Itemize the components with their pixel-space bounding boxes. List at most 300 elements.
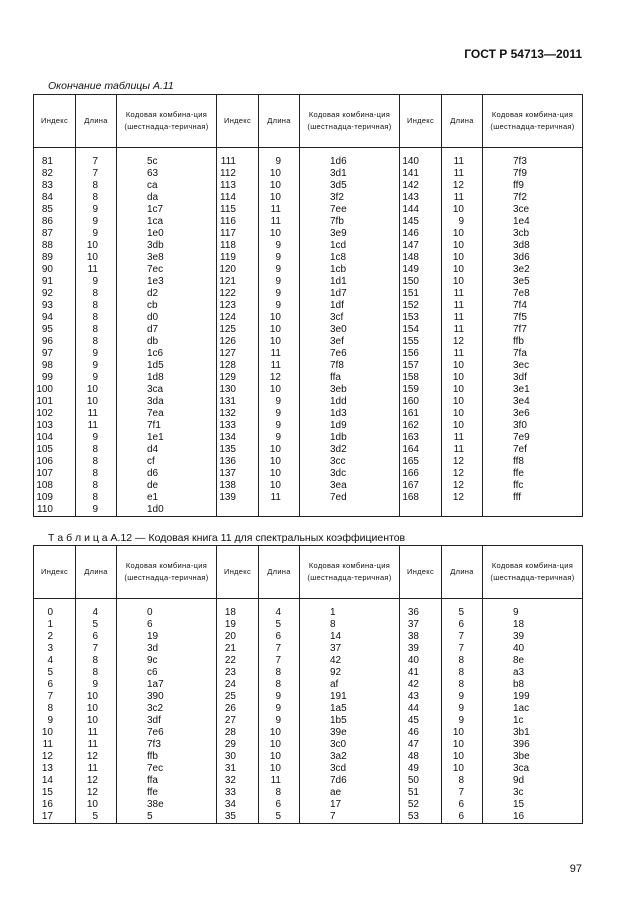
code-cell: d0 (147, 312, 159, 323)
code-cell: fff (513, 492, 521, 503)
code-cell: 7f9 (513, 168, 527, 179)
length-cell: 8 (92, 192, 98, 203)
index-cell: 92 (41, 288, 53, 299)
index-cell: 43 (407, 691, 419, 702)
length-cell: 8 (458, 655, 464, 666)
length-cell: 9 (275, 240, 281, 251)
index-cell: 14 (41, 775, 53, 786)
length-cell: 11 (270, 348, 281, 359)
table-header-row (34, 546, 583, 599)
length-cell: 9 (275, 691, 281, 702)
code-cell: 7f7 (513, 324, 527, 335)
length-cell: 12 (86, 751, 98, 762)
code-cell: 3ec (513, 360, 530, 371)
length-cell: 5 (92, 619, 98, 630)
code-cell: 1d5 (147, 360, 164, 371)
length-cell: 9 (275, 264, 281, 275)
index-cell: 114 (220, 192, 236, 203)
length-cell: 9 (275, 396, 281, 407)
index-cell: 132 (219, 408, 236, 419)
code-cell: 7f4 (513, 300, 527, 311)
index-cell: 145 (402, 216, 419, 227)
length-cell: 9 (458, 715, 464, 726)
code-cell: 3d8 (513, 240, 530, 251)
length-cell: 10 (269, 180, 281, 191)
code-cell: 1a7 (147, 679, 164, 690)
code-cell: 3d (147, 643, 159, 654)
length-cell: 8 (458, 775, 464, 786)
length-cell: 6 (458, 619, 464, 630)
index-cell: 39 (407, 643, 419, 654)
index-cell: 2 (47, 631, 53, 642)
column-index (400, 599, 442, 824)
column-code (483, 599, 583, 824)
code-cell: 7ec (147, 264, 164, 275)
index-cell: 23 (224, 667, 236, 678)
index-cell: 146 (402, 228, 419, 239)
length-cell: 8 (92, 288, 98, 299)
code-cell: 6 (147, 619, 153, 630)
code-cell: 7ea (147, 408, 164, 419)
index-cell: 1 (47, 619, 53, 630)
code-cell: 1d7 (330, 288, 347, 299)
index-cell: 95 (41, 324, 53, 335)
index-cell: 160 (402, 396, 419, 407)
index-cell: 22 (224, 655, 236, 666)
page-number: 97 (569, 863, 582, 875)
code-cell: 3f2 (330, 192, 344, 203)
index-cell: 113 (220, 180, 236, 191)
length-cell: 8 (92, 300, 98, 311)
length-cell: 10 (86, 396, 98, 407)
index-cell: 142 (402, 180, 419, 191)
index-cell: 161 (402, 408, 419, 419)
code-cell: 1d0 (147, 504, 164, 515)
code-cell: ffb (147, 751, 158, 762)
code-cell: ff8 (513, 456, 524, 467)
code-cell: 1d3 (330, 408, 347, 419)
length-cell: 10 (269, 228, 281, 239)
length-cell: 9 (275, 715, 281, 726)
length-cell: 6 (458, 811, 464, 822)
code-cell: 9d (513, 775, 525, 786)
length-cell: 10 (452, 420, 464, 431)
length-cell: 10 (269, 739, 281, 750)
table-header-row (34, 95, 583, 148)
code-cell: 3df (513, 372, 527, 383)
header-length: Длина (76, 95, 117, 148)
code-cell: 1c7 (147, 204, 164, 215)
header-index: Индекс (217, 95, 259, 148)
length-cell: 6 (458, 799, 464, 810)
index-cell: 140 (402, 156, 419, 167)
code-cell: 7d6 (330, 775, 347, 786)
index-cell: 110 (37, 504, 53, 515)
code-cell: 37 (330, 643, 342, 654)
code-cell: 390 (147, 691, 164, 702)
index-cell: 152 (402, 300, 419, 311)
index-cell: 155 (402, 336, 419, 347)
code-cell: 3d5 (330, 180, 347, 191)
length-cell: 11 (270, 775, 281, 786)
code-cell: 7fb (330, 216, 344, 227)
length-cell: 12 (452, 468, 464, 479)
index-cell: 120 (219, 264, 236, 275)
index-cell: 135 (219, 444, 236, 455)
index-cell: 50 (407, 775, 419, 786)
code-cell: 8e (513, 655, 525, 666)
length-cell: 9 (92, 348, 98, 359)
index-cell: 6 (47, 679, 53, 690)
code-cell: 1e1 (147, 432, 164, 443)
index-cell: 148 (402, 252, 419, 263)
code-cell: d4 (147, 444, 159, 455)
index-cell: 24 (224, 679, 236, 690)
index-cell: 151 (402, 288, 419, 299)
header-length: Длина (259, 546, 300, 599)
index-cell: 154 (402, 324, 419, 335)
code-cell: 16 (513, 811, 525, 822)
index-cell: 141 (402, 168, 419, 179)
header-code: Кодовая комбина-ция (шестнадца-теричная) (117, 95, 217, 148)
code-cell: ffc (513, 480, 524, 491)
code-cell: ffa (147, 775, 158, 786)
length-cell: 10 (452, 204, 464, 215)
code-cell: 3df (147, 715, 161, 726)
index-cell: 13 (41, 763, 53, 774)
code-cell: 7f3 (147, 739, 161, 750)
index-cell: 157 (402, 360, 419, 371)
length-cell: 11 (453, 312, 464, 323)
length-cell: 6 (275, 631, 281, 642)
code-cell: ffe (147, 787, 158, 798)
index-cell: 10 (41, 727, 53, 738)
length-cell: 9 (92, 216, 98, 227)
index-cell: 41 (407, 667, 419, 678)
code-cell: d7 (147, 324, 159, 335)
length-cell: 10 (269, 312, 281, 323)
index-cell: 12 (41, 751, 53, 762)
index-cell: 51 (407, 787, 419, 798)
code-cell: ffe (513, 468, 524, 479)
index-cell: 7 (47, 691, 53, 702)
code-cell: 1e0 (147, 228, 164, 239)
code-cell: a3 (513, 667, 525, 678)
length-cell: 12 (452, 336, 464, 347)
length-cell: 11 (87, 408, 98, 419)
header-index: Индекс (400, 546, 442, 599)
code-cell: 3e9 (330, 228, 347, 239)
code-cell: 7e6 (330, 348, 347, 359)
code-cell: 1c (513, 715, 524, 726)
code-cell: de (147, 480, 159, 491)
header-index: Индекс (34, 546, 76, 599)
index-cell: 40 (407, 655, 419, 666)
length-cell: 9 (275, 420, 281, 431)
index-cell: 4 (47, 655, 53, 666)
index-cell: 150 (402, 276, 419, 287)
index-cell: 164 (402, 444, 419, 455)
index-cell: 131 (219, 396, 236, 407)
index-cell: 3 (47, 643, 53, 654)
index-cell: 42 (407, 679, 419, 690)
length-cell: 9 (275, 156, 281, 167)
code-cell: 3e6 (513, 408, 530, 419)
index-cell: 126 (219, 336, 236, 347)
index-cell: 106 (36, 456, 53, 467)
code-cell: ff9 (513, 180, 524, 191)
length-cell: 9 (275, 288, 281, 299)
index-cell: 147 (402, 240, 419, 251)
length-cell: 10 (452, 396, 464, 407)
length-cell: 10 (269, 168, 281, 179)
index-cell: 0 (47, 607, 53, 618)
code-cell: b8 (513, 679, 525, 690)
length-cell: 11 (87, 264, 98, 275)
index-cell: 47 (407, 739, 419, 750)
code-cell: 5 (147, 811, 153, 822)
length-cell: 10 (86, 703, 98, 714)
index-cell: 134 (219, 432, 236, 443)
code-cell: 7f2 (513, 192, 527, 203)
code-cell: 191 (330, 691, 347, 702)
column-length (259, 599, 300, 824)
index-cell: 94 (41, 312, 53, 323)
index-cell: 91 (41, 276, 53, 287)
index-cell: 5 (47, 667, 53, 678)
code-cell: 1d6 (330, 156, 347, 167)
code-cell: 92 (330, 667, 342, 678)
length-cell: 11 (87, 727, 98, 738)
length-cell: 10 (86, 691, 98, 702)
index-cell: 137 (219, 468, 236, 479)
code-cell: 3e2 (513, 264, 530, 275)
code-cell: 1c6 (147, 348, 164, 359)
column-length (442, 148, 483, 517)
index-cell: 115 (220, 204, 236, 215)
length-cell: 11 (270, 360, 281, 371)
header-code: Кодовая комбина-ция (шестнадца-теричная) (117, 546, 217, 599)
code-cell: 1b5 (330, 715, 347, 726)
column-index (217, 148, 259, 517)
index-cell: 143 (402, 192, 419, 203)
column-code (483, 148, 583, 517)
code-cell: 3e1 (513, 384, 530, 395)
length-cell: 10 (452, 751, 464, 762)
code-cell: 3ca (147, 384, 164, 395)
index-cell: 49 (407, 763, 419, 774)
index-cell: 48 (407, 751, 419, 762)
header-code: Кодовая комбина-ция (шестнадца-теричная) (300, 546, 400, 599)
length-cell: 10 (452, 384, 464, 395)
code-cell: da (147, 192, 159, 203)
index-cell: 97 (41, 348, 53, 359)
index-cell: 90 (41, 264, 53, 275)
code-cell: 3ea (330, 480, 347, 491)
code-cell: 3e8 (147, 252, 164, 263)
column-index (34, 599, 76, 824)
index-cell: 34 (224, 799, 236, 810)
code-cell: 17 (330, 799, 342, 810)
length-cell: 10 (86, 240, 98, 251)
length-cell: 11 (453, 444, 464, 455)
length-cell: 11 (453, 192, 464, 203)
index-cell: 119 (220, 252, 236, 263)
code-cell: 1e3 (147, 276, 164, 287)
index-cell: 166 (402, 468, 419, 479)
length-cell: 12 (452, 480, 464, 491)
length-cell: 10 (269, 456, 281, 467)
index-cell: 124 (219, 312, 236, 323)
code-cell: 5c (147, 156, 158, 167)
header-index: Индекс (34, 95, 76, 148)
header-index: Индекс (217, 546, 259, 599)
index-cell: 103 (36, 420, 53, 431)
code-cell: d2 (147, 288, 159, 299)
code-cell: 1cd (330, 240, 347, 251)
code-cell: 1a5 (330, 703, 347, 714)
code-cell: 1cb (330, 264, 347, 275)
code-cell: 3be (513, 751, 530, 762)
index-cell: 25 (224, 691, 236, 702)
header-length: Длина (442, 546, 483, 599)
index-cell: 133 (219, 420, 236, 431)
length-cell: 10 (452, 372, 464, 383)
code-cell: 3cf (330, 312, 344, 323)
index-cell: 87 (41, 228, 53, 239)
index-cell: 88 (41, 240, 53, 251)
index-cell: 109 (36, 492, 53, 503)
code-cell: 3c2 (147, 703, 164, 714)
code-cell: ffa (330, 372, 341, 383)
index-cell: 8 (47, 703, 53, 714)
index-cell: 36 (407, 607, 419, 618)
index-cell: 83 (41, 180, 53, 191)
index-cell: 89 (41, 252, 53, 263)
table-body-row (34, 599, 583, 824)
length-cell: 9 (92, 276, 98, 287)
code-cell: 3d1 (330, 168, 347, 179)
length-cell: 10 (86, 252, 98, 263)
code-cell: 1 (330, 607, 336, 618)
length-cell: 8 (92, 324, 98, 335)
index-cell: 128 (219, 360, 236, 371)
code-cell: ffb (513, 336, 524, 347)
length-cell: 8 (92, 336, 98, 347)
code-cell: 3e5 (513, 276, 530, 287)
length-cell: 8 (92, 468, 98, 479)
length-cell: 11 (87, 739, 98, 750)
column-index (34, 148, 76, 517)
code-cell: 1df (330, 300, 344, 311)
length-cell: 10 (452, 763, 464, 774)
index-cell: 33 (224, 787, 236, 798)
code-cell: 0 (147, 607, 153, 618)
length-cell: 7 (275, 655, 281, 666)
index-cell: 102 (36, 408, 53, 419)
length-cell: 8 (92, 480, 98, 491)
code-cell: 1dd (330, 396, 347, 407)
code-cell: 7e6 (147, 727, 164, 738)
header-code: Кодовая комбина-ция (шестнадца-теричная) (483, 95, 583, 148)
code-cell: 7f8 (330, 360, 344, 371)
index-cell: 17 (41, 811, 53, 822)
code-cell: 396 (513, 739, 530, 750)
index-cell: 30 (224, 751, 236, 762)
length-cell: 11 (270, 492, 281, 503)
code-cell: 7ee (330, 204, 347, 215)
code-cell: 3f0 (513, 420, 527, 431)
length-cell: 9 (275, 276, 281, 287)
code-cell: 3e0 (330, 324, 347, 335)
length-cell: 8 (458, 667, 464, 678)
index-cell: 167 (402, 480, 419, 491)
length-cell: 12 (452, 456, 464, 467)
index-cell: 52 (407, 799, 419, 810)
code-cell: 63 (147, 168, 159, 179)
length-cell: 10 (269, 727, 281, 738)
code-cell: 39 (513, 631, 525, 642)
code-cell: c6 (147, 667, 158, 678)
code-cell: 8 (330, 619, 336, 630)
code-cell: 3cc (330, 456, 346, 467)
code-cell: 7ed (330, 492, 347, 503)
length-cell: 5 (275, 619, 281, 630)
length-cell: 5 (92, 811, 98, 822)
code-cell: 1d9 (330, 420, 347, 431)
length-cell: 9 (92, 679, 98, 690)
length-cell: 7 (92, 168, 98, 179)
length-cell: 10 (269, 751, 281, 762)
index-cell: 168 (402, 492, 419, 503)
code-cell: 9c (147, 655, 158, 666)
column-length (442, 599, 483, 824)
index-cell: 149 (402, 264, 419, 275)
index-cell: 136 (219, 456, 236, 467)
length-cell: 9 (92, 204, 98, 215)
code-cell: 7 (330, 811, 336, 822)
length-cell: 8 (92, 655, 98, 666)
column-length (76, 599, 117, 824)
length-cell: 7 (92, 643, 98, 654)
length-cell: 11 (453, 288, 464, 299)
code-cell: 3cb (513, 228, 530, 239)
index-cell: 165 (402, 456, 419, 467)
code-cell: 7ef (513, 444, 527, 455)
index-cell: 85 (41, 204, 53, 215)
code-cell: 7e9 (513, 432, 530, 443)
column-code (300, 148, 400, 517)
index-cell: 26 (224, 703, 236, 714)
length-cell: 8 (92, 667, 98, 678)
code-cell: 7ec (147, 763, 164, 774)
code-cell: 1e4 (513, 216, 530, 227)
table-caption-a11: Окончание таблицы А.11 (48, 80, 174, 92)
length-cell: 10 (452, 264, 464, 275)
length-cell: 12 (269, 372, 281, 383)
index-cell: 122 (219, 288, 236, 299)
code-cell: cb (147, 300, 158, 311)
length-cell: 8 (92, 444, 98, 455)
code-cell: ca (147, 180, 158, 191)
length-cell: 11 (453, 348, 464, 359)
code-cell: 38e (147, 799, 164, 810)
length-cell: 7 (458, 643, 464, 654)
index-cell: 21 (224, 643, 236, 654)
length-cell: 9 (275, 432, 281, 443)
index-cell: 107 (36, 468, 53, 479)
length-cell: 9 (92, 372, 98, 383)
